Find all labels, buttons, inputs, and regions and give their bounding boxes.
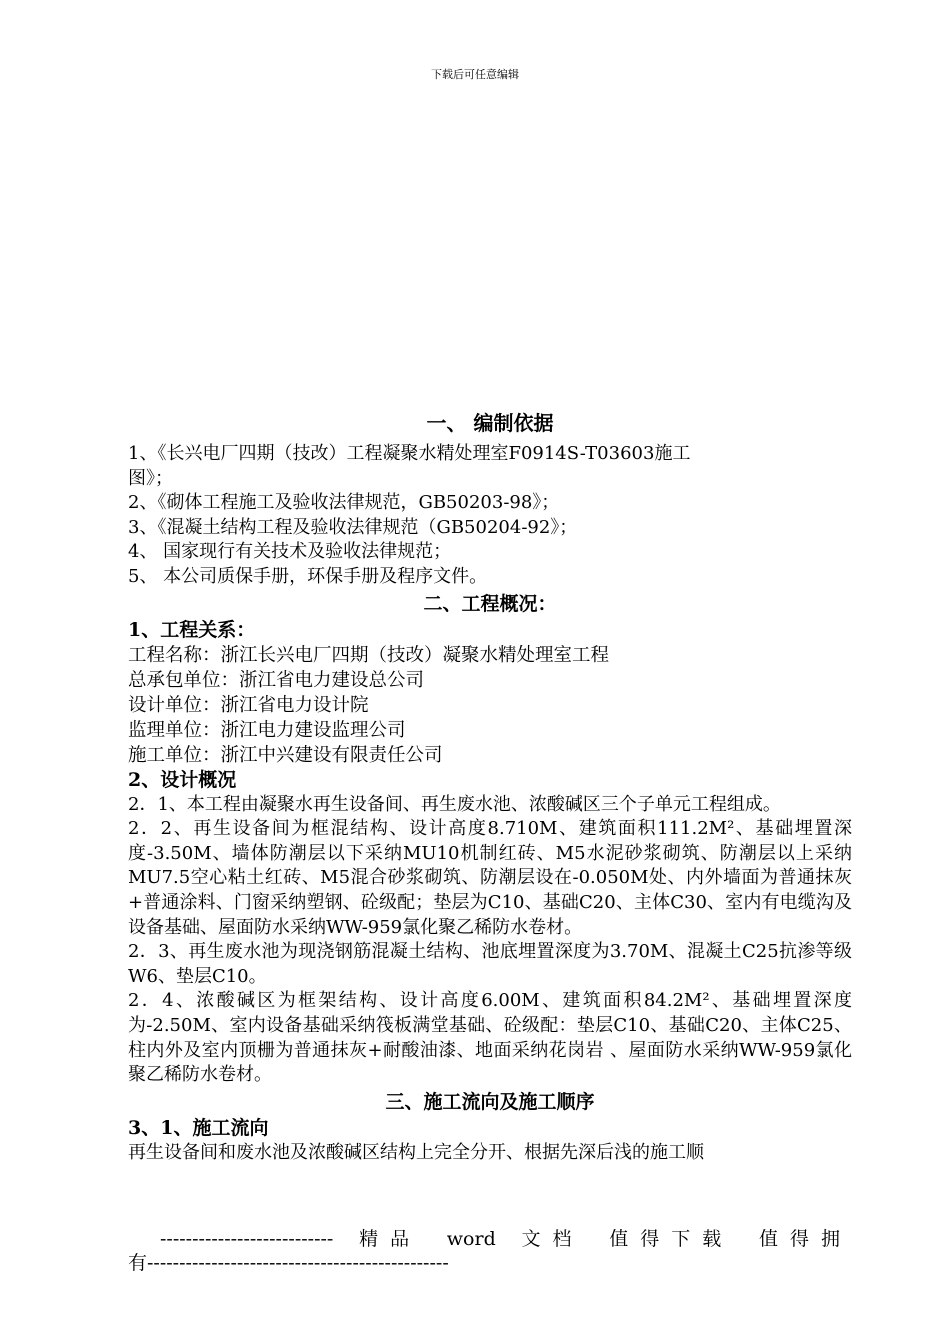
- basis-item-1-cont: 图》；: [128, 467, 173, 489]
- basis-item-4: 4、 国家现行有关技术及验收法律规范；: [128, 541, 452, 563]
- footer-word-3: 文档: [521, 1228, 584, 1250]
- section-2-title: 二、工程概况：: [423, 592, 557, 615]
- footer-line-2: 有-----------------------------------------------: [128, 1252, 449, 1274]
- footer-word-5: 值得拥: [758, 1228, 852, 1250]
- footer-word-1: 精品: [359, 1228, 422, 1250]
- footer-word-2: word: [446, 1228, 496, 1250]
- basis-item-5: 5、 本公司质保手册，环保手册及程序文件。: [128, 565, 488, 587]
- subsection-design-overview: 2、设计概况: [128, 768, 237, 791]
- design-para-2-1: 2．1、本工程由凝聚水再生设备间、再生废水池、浓酸碱区三个子单元工程组成。: [128, 793, 781, 815]
- document-body: [128, 408, 852, 1165]
- basis-item-1: 1、《长兴电厂四期（技改）工程凝聚水精处理室F0914S-T03603施工: [128, 443, 691, 464]
- footer-dashes: ---------------------------: [160, 1228, 334, 1250]
- design-para-2-4: 2．4、浓酸碱区为框架结构、设计高度6.00M、建筑面积84.2M²、基础埋置深度为-2.50M、室内设备基础采纳筏板满堂基础、砼级配：垫层C10、基础C20、主体C25、柱内外及室内顶栅为普通抹灰+耐酸油漆、地面采纳花岗岩 、屋面防水采纳WW-959氯化聚乙稀防水卷材。: [128, 990, 852, 1086]
- header-note: 下载后可任意编辑: [431, 68, 519, 81]
- design-para-2-2: 2．2、再生设备间为框混结构、设计高度8.710M、建筑面积111.2M²、基础埋置深度-3.50M、墙体防潮层以下采纳MU10机制红砖、M5水泥砂浆砌筑、防潮层以上采纳MU7.5空心粘土红砖、M5混合砂浆砌筑、防潮层设在-0.050M处、内外墙面为普通抹灰+普通涂料、门窗采纳塑钢、砼级配；垫层为C10、基础C20、主体C30、室内有电缆沟及设备基础、屋面防水采纳WW-959氯化聚乙稀防水卷材。: [128, 818, 852, 938]
- footer-banner: [128, 1227, 852, 1275]
- subsection-project-relations: 1、工程关系：: [128, 618, 256, 641]
- design-unit-line: 设计单位：浙江省电力设计院: [128, 694, 369, 716]
- general-contractor-line: 总承包单位：浙江省电力建设总公司: [128, 669, 425, 691]
- supervision-unit-line: 监理单位：浙江电力建设监理公司: [128, 719, 406, 741]
- subsection-construction-flow: 3、1、施工流向: [128, 1116, 269, 1139]
- construction-flow-para: 再生设备间和废水池及浓酸碱区结构上完全分开、根据先深后浅的施工顺: [128, 1141, 704, 1163]
- section-3-title: 三、施工流向及施工顺序: [385, 1090, 595, 1113]
- basis-item-2: 2、《砌体工程施工及验收法律规范，GB50203-98》；: [128, 492, 560, 514]
- construction-unit-line: 施工单位：浙江中兴建设有限责任公司: [128, 744, 443, 766]
- design-para-2-3: 2．3、再生废水池为现浇钢筋混凝土结构、池底埋置深度为3.70M、混凝土C25抗渗等级W6、垫层C10。: [128, 941, 852, 987]
- project-name-line: 工程名称：浙江长兴电厂四期（技改）凝聚水精处理室工程: [128, 644, 610, 666]
- section-1-title: 一、 编制依据: [426, 411, 554, 435]
- footer-word-4: 值得下载: [609, 1228, 734, 1250]
- basis-item-3: 3、《混凝土结构工程及验收法律规范（GB50204-92》；: [128, 516, 578, 538]
